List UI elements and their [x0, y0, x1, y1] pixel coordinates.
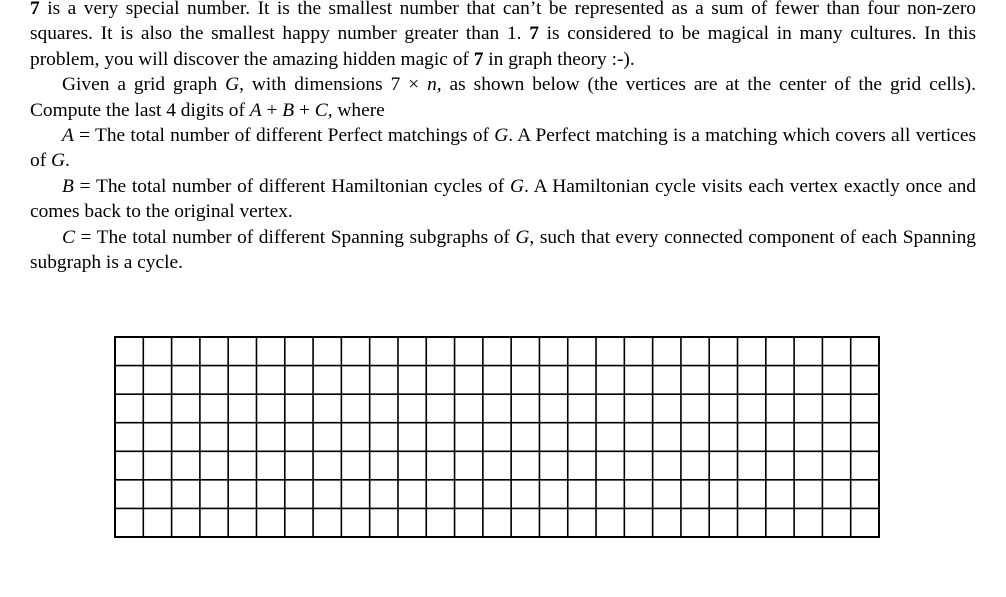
math-c: C [62, 226, 75, 248]
task-text-2: , with dimensions 7 × [239, 74, 428, 96]
math-n: n [427, 74, 437, 96]
task-text-1: Given a grid graph [62, 74, 226, 96]
math-c: C [314, 99, 328, 121]
definition-c-text-2: , such that every connected component of each Spanning subgraph is a cycle. [30, 226, 976, 274]
paragraph-intro [30, 0, 976, 72]
math-g: G [515, 226, 530, 248]
math-plus: + [261, 99, 283, 121]
definition-b-text-1: = The total number of different Hamiltonian cycles of [73, 175, 511, 197]
intro-text-2: is considered to be magical in many cultures. In this problem, you will discover the amazing hidden magic of [30, 23, 977, 70]
paragraph-definition-b [30, 174, 976, 225]
math-g: G [51, 150, 66, 172]
definition-a-text-3: . [65, 150, 70, 172]
task-text-4: , where [327, 99, 385, 121]
grid-graph-figure [114, 336, 880, 538]
math-g: G [510, 175, 525, 197]
intro-text-3: in graph theory :-). [483, 48, 635, 70]
math-g: G [225, 74, 240, 96]
definition-b-text-2: . A Hamiltonian cycle visits each vertex exactly once and comes back to the original vertex. [30, 175, 976, 223]
math-b: B [62, 175, 74, 197]
math-b: B [282, 99, 295, 121]
definition-a-text-2: . A Perfect matching is a matching which covers all vertices of [30, 125, 976, 172]
paragraph-definition-a [30, 123, 976, 174]
bold-seven: 7 [473, 48, 484, 70]
paragraph-task [30, 72, 976, 123]
bold-seven: 7 [30, 0, 40, 19]
math-a: A [249, 99, 262, 121]
definition-c-text-1: = The total number of different Spanning subgraphs of [74, 226, 516, 248]
task-text-3: , as shown below (the vertices are at the center of the grid cells). Compute the last 4 digits of [30, 74, 976, 121]
math-a: A [62, 125, 74, 147]
grid-border [115, 337, 879, 537]
paragraph-definition-c [30, 225, 976, 276]
bold-seven: 7 [529, 23, 539, 45]
intro-text-1: is a very special number. It is the smallest number that can’t be represented as a sum of fewer than four non-zero squares. It is also the smallest happy number greater than 1. [30, 0, 976, 45]
problem-statement [30, 0, 976, 275]
math-plus: + [294, 99, 315, 121]
definition-a-text-1: = The total number of different Perfect matchings of [73, 125, 495, 147]
math-g: G [494, 125, 509, 147]
